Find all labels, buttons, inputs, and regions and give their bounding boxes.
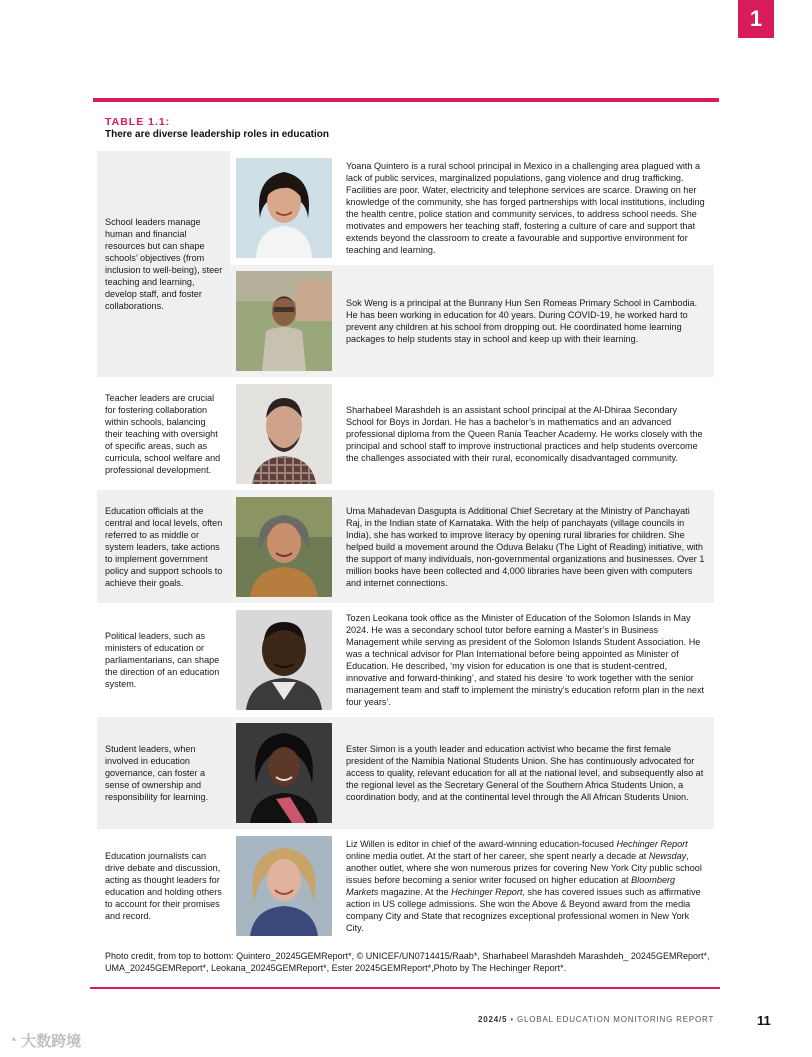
watermark-text: 大数跨境 xyxy=(21,1033,82,1050)
portrait-man-icon xyxy=(236,610,332,710)
table-row xyxy=(230,717,714,829)
role-text: School leaders manage human and financial resources but can shape schools’ objectives (from inclusion to well-being), steer teaching and learning, develop staff, and foster collaborations. xyxy=(105,217,223,311)
table-label: TABLE 1.1: xyxy=(105,116,171,128)
table-row xyxy=(230,829,714,942)
watermark xyxy=(8,1030,81,1051)
footer-report-name: GLOBAL EDUCATION MONITORING REPORT xyxy=(516,1015,715,1024)
portrait-woman-icon xyxy=(236,158,332,258)
role-text: Education officials at the central and local levels, often referred to as middle or system leaders, take actions to implement government policy and support schools to achieve their goals. xyxy=(105,505,223,588)
row-description: Sok Weng is a principal at the Bunrany Hun Sen Romeas Primary School in Cambodia. He has been working in education for 40 years. During COVID-19, he worked hard to prevent any children at his school from dropping out. He coordinated home learning packages to help students stay in school and keep up with their learning. xyxy=(346,298,698,344)
portrait-man-icon xyxy=(236,271,332,371)
table-group-education-officials xyxy=(97,490,714,603)
portrait-man-icon xyxy=(236,384,332,484)
role-text: Teacher leaders are crucial for fostering collaboration within schools, balancing their teaching with oversight of specific areas, such as curricula, school welfare and professional development. xyxy=(105,392,221,475)
portrait-woman-icon xyxy=(236,836,332,936)
row-description: Liz Willen is editor in chief of the award-winning education-focused Hechinger Report online media outlet. At the start of her career, she spent nearly a decade at Newsday, another outlet, where she won numerous prizes for covering New York City public school issues before becoming a senior writer focused on higher education at Bloomberg Markets magazine. At the Hechinger Report, she has covered issues such as affirmative action in US college admissions. She won the Above & Beyond award from the media company City and State that recognizes exceptional professional women in New York City. xyxy=(346,838,702,933)
footer-year: 2024/5 xyxy=(478,1015,508,1024)
table-group-education-journalists xyxy=(97,829,714,942)
role-description xyxy=(97,151,230,377)
leadership-table xyxy=(97,151,714,942)
table-group-political-leaders xyxy=(97,603,714,717)
footer-separator: • xyxy=(510,1015,514,1024)
top-divider xyxy=(93,98,719,102)
role-text: Student leaders, when involved in education governance, can foster a sense of ownership and responsibility for learning. xyxy=(105,744,209,802)
table-row xyxy=(230,265,714,377)
watermark-logo-icon: ◔ xyxy=(8,1032,18,1049)
table-row xyxy=(230,603,714,717)
bottom-divider xyxy=(90,987,720,989)
role-description xyxy=(97,603,230,717)
page-number: 11 xyxy=(757,1013,771,1028)
portrait-woman-icon xyxy=(236,723,332,823)
chapter-tab: 1 xyxy=(738,0,774,38)
row-description: Uma Mahadevan Dasgupta is Additional Chief Secretary at the Ministry of Panchayati Raj, in the Indian state of Karnataka. With the help of panchayats (village councils in India), she has worked to improve literacy by opening rural libraries for children. She helped build a movement around the Oduva Belaku (The Light of Reading) initiative, with the support of many individuals, non-governmental organizations and businesses. Over 1 million books have been collected and 4,000 libraries have been given with computers and internet connections. xyxy=(346,505,705,588)
row-description: Yoana Quintero is a rural school principal in Mexico in a challenging area plagued with a lack of public services, marginalized populations, gang violence and drug trafficking. Facilities are poor. Water, electricity and telephone services are scarce. Drawing on her knowledge of the community, she has forged partnerships with local institutions, including the health centre, police station and community services, to address school needs. She motivates and empowers her teaching staff, fostering a culture of care and support that extends beyond the classroom to create a favourable and supportive environment for teaching and learning. xyxy=(346,161,705,255)
portrait-woman-icon xyxy=(236,497,332,597)
row-description: Ester Simon is a youth leader and education activist who became the first female president of the Namibia National Students Union. She has continuously advocated for access to quality, relevant education for all at the national level, and subsequently also at the regional level as the Secretary General of the Southern Africa Students Union, a coordination body, and at the continental level through the All African Students Union. xyxy=(346,744,704,802)
role-description xyxy=(97,829,230,942)
role-text: Political leaders, such as ministers of education or parliamentarians, can shape the direction of an education system. xyxy=(105,631,220,689)
table-row xyxy=(230,490,714,603)
table-group-teacher-leaders xyxy=(97,377,714,490)
table-group-school-leaders xyxy=(97,151,714,377)
table-row xyxy=(230,151,714,265)
role-text: Education journalists can drive debate and discussion, acting as thought leaders for education and holding others to account for their promises and record. xyxy=(105,850,222,921)
table-row xyxy=(230,377,714,490)
table-title: There are diverse leadership roles in education xyxy=(105,129,329,140)
role-description xyxy=(97,717,230,829)
role-description xyxy=(97,490,230,603)
table-group-student-leaders xyxy=(97,717,714,829)
row-description: Tozen Leokana took office as the Minister of Education of the Solomon Islands in May 2024. He was a secondary school tutor before earning a Master’s in Business Management while serving as president of the Solomon Islands Student Association. He was a technical advisor for Plan International before being appointed as Minister of Education. He described, ‘my vision for education is one that is student-centred, innovative and forward-thinking’, and stated his desire ‘to work together with the senior management team and staff to implement the ministry’s education reform plan in the next four years’. xyxy=(346,613,705,707)
footer xyxy=(478,1015,714,1024)
role-description xyxy=(97,377,230,490)
photo-credit: Photo credit, from top to bottom: Quintero_20245GEMReport*, © UNICEF/UN0714415/Raab*, Sharhabeel Marashdeh Marashdeh_ 20245GEMReport*, UMA_20245GEMReport*, Leokana_20245GEMReport*, Ester 20245GEMReport*,Photo by The Hechinger Report*. xyxy=(105,951,710,973)
row-description: Sharhabeel Marashdeh is an assistant school principal at the Al-Dhiraa Secondary School for Boys in Jordan. He has a bachelor’s in mathematics and an advanced professional diploma from the Queen Rania Teacher Academy. He works closely with the principal and school staff to improve instructional practices and help students overcome the challenges associated with their rural, economically disadvantaged community. xyxy=(346,404,703,463)
